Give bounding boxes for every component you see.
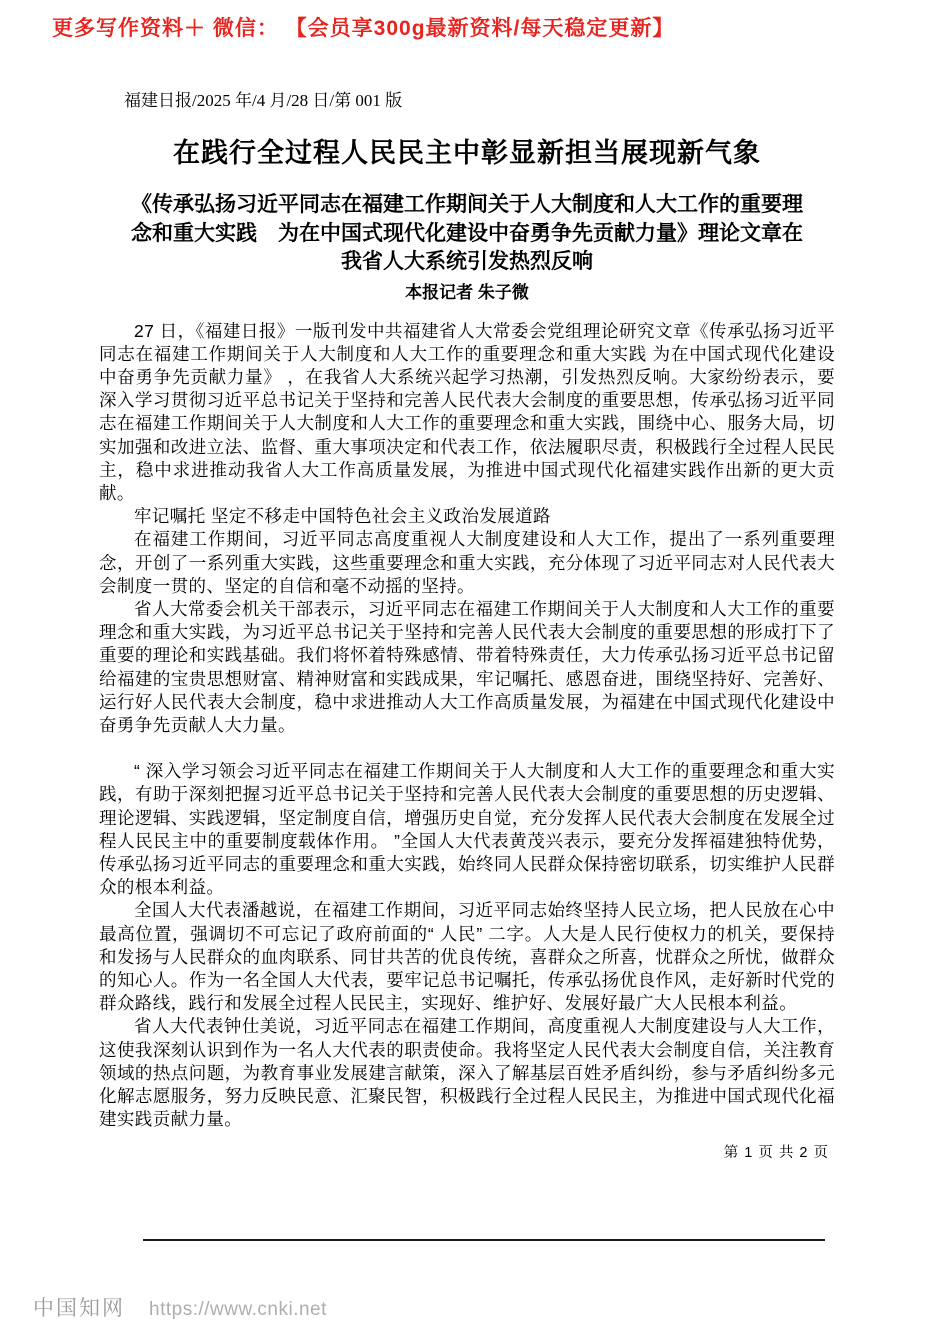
article-container [99,0,835,1162]
article-title: 在践行全过程人民民主中彰显新担当展现新气象 [173,138,761,168]
subtitle-line-2: 念和重大实践 为在中国式现代化建设中奋勇争先贡献力量》理论文章在 [131,221,803,245]
paragraph: 全国人大代表潘越说，在福建工作期间，习近平同志始终坚持人民立场，把人民放在心中最高位置，强调切不可忘记了政府前面的“ 人民” 二字。人大是人民行使权力的机关，要保持和发扬与人民群众的血肉联系、同甘共苦的优良传统，喜群众之所喜，忧群众之所忧，做群众的知心人。作为一名全国人大代表，要牢记总书记嘱托，传承弘扬优良作风，走好新时代党的群众路线，践行和发展全过程人民民主，实现好、维护好、发展好最广大人民根本利益。 [99,900,835,1014]
page-indicator: 第 1 页 共 2 页 [723,1145,829,1162]
paragraph: “ 深入学习领会习近平同志在福建工作期间关于人大制度和人大工作的重要理念和重大实践，有助于深刻把握习近平总书记关于坚持和完善人民代表大会制度的重要思想的历史逻辑、理论逻辑、实践逻辑，坚定制度自信，增强历史自觉，充分发挥人民代表大会制度在发展全过程人民民主中的重要制度载体作用。 ”全国人大代表黄茂兴表示，要充分发挥福建独特优势，传承弘扬习近平同志的重要理念和重大实践，始终同人民群众保持密切联系，切实维护人民群众的根本利益。 [99,761,835,898]
footer-divider [143,1239,825,1241]
byline: 本报记者 朱子微 [405,282,529,302]
paragraph: 27 日，《福建日报》一版刊发中共福建省人大常委会党组理论研究文章《传承弘扬习近平同志在福建工作期间关于人大制度和人大工作的重要理念和重大实践 为在中国式现代化建设中奋勇争先贡献力量》 ，在我省人大系统兴起学习热潮，引发热烈反响。大家纷纷表示，要深入学习贯彻习近平总书记关于坚持和完善人民代表大会制度的重要思想，传承弘扬习近平同志在福建工作期间关于人大制度和人大工作的重要理念和重大实践，围绕中心、服务大局，切实加强和改进立法、监督、重大事项决定和代表工作，依法履职尽责，积极践行全过程人民民主，稳中求进推动我省人大工作高质量发展，为推进中国式现代化福建实践作出新的更大贡献。 [99,320,835,503]
section-heading: 牢记嘱托 坚定不移走中国特色社会主义政治发展道路 [134,506,551,527]
paragraph: 省人大常委会机关干部表示，习近平同志在福建工作期间关于人大制度和人大工作的重要理念和重大实践，为习近平总书记关于坚持和完善人民代表大会制度的重要思想的形成打下了重要的理论和实践基础。我们将怀着特殊感情、带着特殊责任，大力传承弘扬习近平总书记留给福建的宝贵思想财富、精神财富和实践成果，牢记嘱托、感恩奋进，围绕坚持好、完善好、运行好人民代表大会制度，稳中求进推动人大工作高质量发展，为福建在中国式现代化建设中奋勇争先贡献人大力量。 [99,598,835,735]
article-body [99,320,835,1132]
article-subtitle [99,191,835,277]
subtitle-line-3: 我省人大系统引发热烈反响 [341,250,593,273]
source-line: 福建日报/2025 年/4 月/28 日/第 001 版 [124,91,403,110]
cnki-site-url: https://www.cnki.net [149,1299,327,1320]
paragraph: 在福建工作期间，习近平同志高度重视人大制度建设和人大工作，提出了一系列重要理念，开创了一系列重大实践，这些重要理念和重大实践，充分体现了习近平同志对人民代表大会制度一贯的、坚定的自信和毫不动摇的坚持。 [99,529,835,596]
cnki-site-name: 中国知网 [33,1297,125,1320]
promo-banner-text: 更多写作资料＋ 微信： 【会员享300g最新资料/每天稳定更新】 [52,17,675,40]
cnki-watermark [33,1292,327,1322]
subtitle-line-1: 《传承弘扬习近平同志在福建工作期间关于人大制度和人大工作的重要理 [131,193,803,216]
paragraph: 省人大代表钟仕美说，习近平同志在福建工作期间，高度重视人大制度建设与人大工作，这使我深刻认识到作为一名人大代表的职责使命。我将坚定人民代表大会制度自信，关注教育领域的热点问题，为教育事业发展建言献策，深入了解基层百姓矛盾纠纷，参与矛盾纠纷多元化解志愿服务，努力反映民意、汇聚民智，积极践行全过程人民民主，为推进中国式现代化福建实践贡献力量。 [99,1016,835,1130]
